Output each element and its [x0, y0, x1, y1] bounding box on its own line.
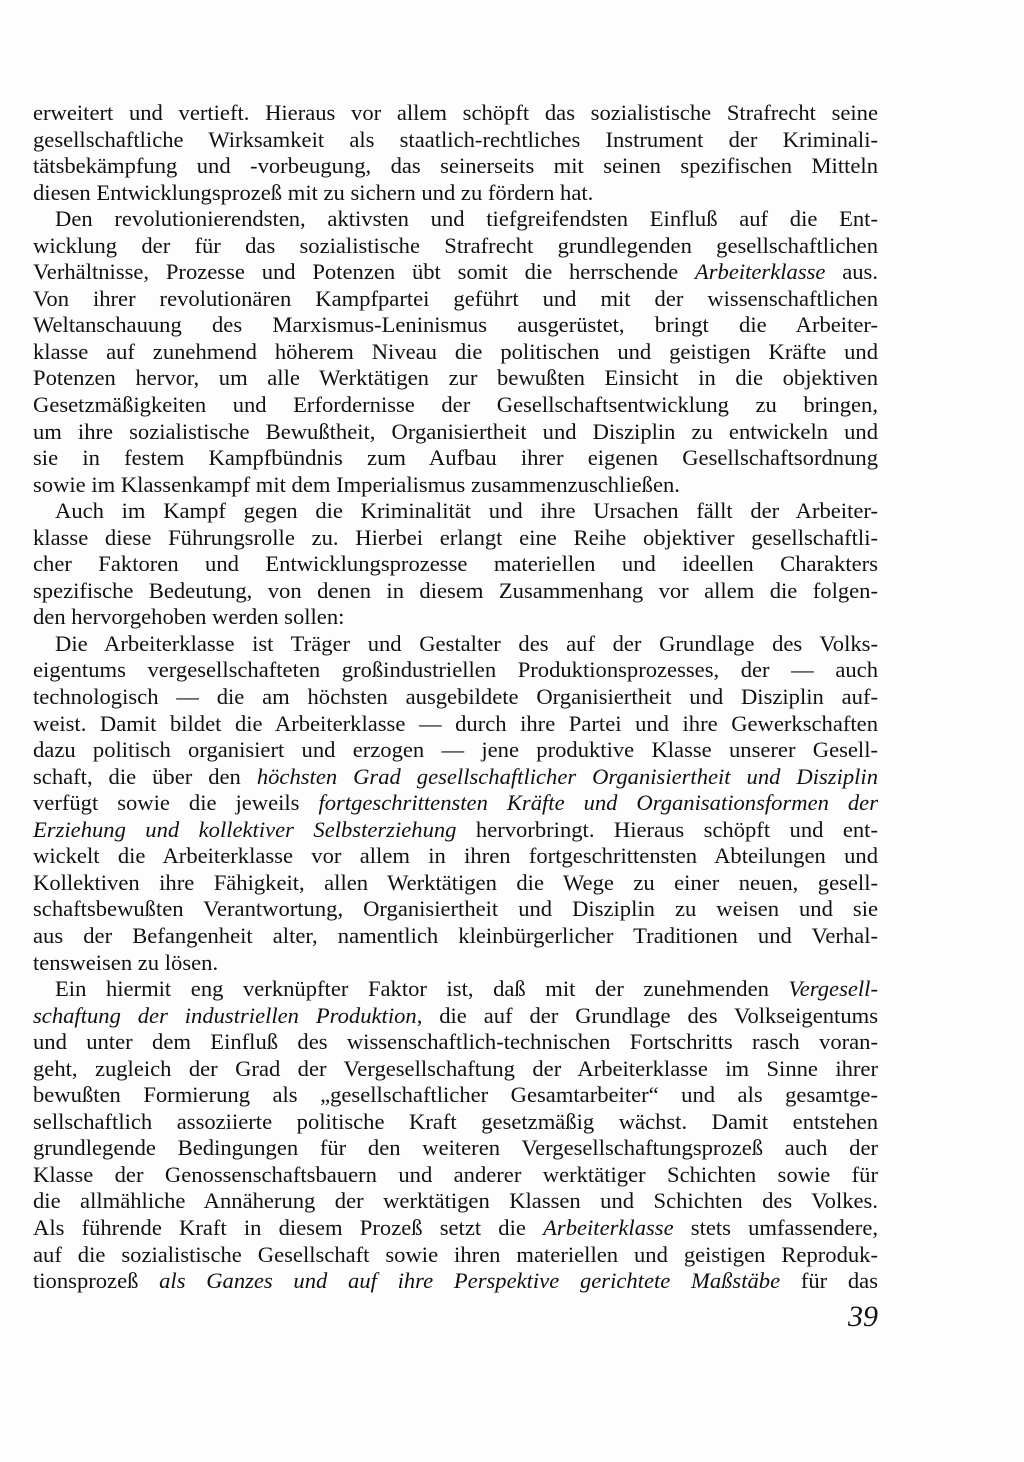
text-line: [33, 1056, 878, 1083]
text-segment: sie in festem Kampfbündnis zum Aufbau ihrer eigenen Gesellschaftsordnung: [33, 445, 878, 471]
text-segment: cher Faktoren und Entwicklungsprozesse materiellen und ideellen Charakters: [33, 551, 878, 577]
text-segment: gesellschaftliche Wirksamkeit als staatlich-rechtliches Instrument der Kriminali-: [33, 126, 878, 152]
text-segment: Klasse der Genossenschaftsbauern und anderer werktätiger Schichten sowie für: [33, 1161, 878, 1187]
text-segment: hervorbringt. Hieraus schöpft und ent-: [456, 816, 878, 842]
text-line: [33, 1135, 878, 1162]
italic-text: Arbeiterklasse: [543, 1214, 674, 1240]
text-segment: um ihre sozialistische Bewußtheit, Organisiertheit und Disziplin zu entwickeln und: [33, 418, 878, 444]
text-segment: geht, zugleich der Grad der Vergesellschaftung der Arbeiterklasse im Sinne ihrer: [33, 1055, 878, 1081]
text-segment: verfügt sowie die jeweils: [33, 790, 319, 816]
text-line: [33, 1268, 878, 1295]
text-segment: und unter dem Einfluß des wissenschaftlich-technischen Fortschritts rasch voran-: [33, 1029, 878, 1055]
text-line: [33, 1215, 878, 1242]
text-segment: schaftsbewußten Verantwortung, Organisiertheit und Disziplin zu weisen und sie: [33, 896, 878, 922]
text-line: [33, 259, 878, 286]
text-segment: auf die sozialistische Gesellschaft sowie ihren materiellen und geistigen Reproduk-: [33, 1241, 878, 1267]
text-segment: Als führende Kraft in diesem Prozeß setzt die: [33, 1214, 544, 1240]
text-segment: Kollektiven ihre Fähigkeit, allen Werktätigen die Wege zu einer neuen, gesell-: [33, 869, 878, 895]
text-line: [33, 525, 878, 552]
text-line: [33, 711, 878, 738]
text-line: [33, 1003, 878, 1030]
text-line: [33, 100, 878, 127]
text-segment: eigentums vergesellschafteten großindustriellen Produktionsprozesses, der — auch: [33, 657, 878, 683]
text-segment: technologisch — die am höchsten ausgebildete Organisiertheit und Disziplin auf-: [33, 684, 878, 710]
text-segment: , die auf der Grundlage des Volkseigentums: [416, 1002, 878, 1028]
text-line: [33, 180, 878, 207]
text-segment: Weltanschauung des Marxismus-Leninismus ausgerüstet, bringt die Arbeiter-: [33, 312, 878, 338]
text-segment: Gesetzmäßigkeiten und Erfordernisse der Gesellschaftsentwicklung zu bringen,: [33, 392, 878, 418]
text-line: [33, 551, 878, 578]
italic-text: Erziehung und kollektiver Selbsterziehung: [33, 816, 457, 842]
text-segment: dazu politisch organisiert und erzogen — jene produktive Klasse unserer Gesell-: [33, 737, 878, 763]
paragraph: [33, 498, 878, 631]
text-segment: den hervorgehoben werden sollen:: [33, 604, 345, 630]
text-segment: sellschaftlich assoziierte politische Kraft gesetzmäßig wächst. Damit entstehen: [33, 1108, 878, 1134]
text-segment: Den revolutionierendsten, aktivsten und tiefgreifendsten Einfluß auf die Ent-: [55, 206, 878, 232]
text-line: [33, 1109, 878, 1136]
text-line: [33, 923, 878, 950]
italic-text: fortgeschrittensten Kräfte und Organisationsformen der: [318, 790, 878, 816]
text-segment: stets umfassendere,: [673, 1214, 878, 1240]
text-line: [33, 286, 878, 313]
text-line: [33, 1162, 878, 1189]
italic-text: als Ganzes und auf ihre Perspektive gerichtete Maßstäbe: [159, 1268, 781, 1294]
text-line: [33, 127, 878, 154]
text-line: [33, 843, 878, 870]
italic-text: Vergesell-: [788, 976, 878, 1002]
text-segment: diesen Entwicklungsprozeß mit zu sichern und zu fördern hat.: [33, 179, 594, 205]
text-segment: erweitert und vertieft. Hieraus vor allem schöpft das sozialistische Strafrecht seine: [33, 100, 878, 125]
text-line: [33, 870, 878, 897]
text-segment: Potenzen hervor, um alle Werktätigen zur bewußten Einsicht in die objektiven: [33, 365, 878, 391]
text-segment: klasse diese Führungsrolle zu. Hierbei erlangt eine Reihe objektiver gesellschaftli-: [33, 524, 878, 550]
text-line: [33, 392, 878, 419]
text-segment: Verhältnisse, Prozesse und Potenzen übt somit die herrschende: [33, 259, 695, 285]
text-line: [33, 365, 878, 392]
italic-text: schaftung der industriellen Produktion: [33, 1002, 417, 1028]
text-segment: Von ihrer revolutionären Kampfpartei geführt und mit der wissenschaftlichen: [33, 285, 878, 311]
text-segment: weist. Damit bildet die Arbeiterklasse — durch ihre Partei und ihre Gewerkschaften: [33, 710, 878, 736]
text-line: [33, 790, 878, 817]
text-line: [33, 631, 878, 658]
text-line: [33, 472, 878, 499]
text-segment: Auch im Kampf gegen die Kriminalität und ihre Ursachen fällt der Arbeiter-: [55, 498, 878, 524]
text-line: [33, 233, 878, 260]
paragraph: [33, 631, 878, 976]
text-line: [33, 312, 878, 339]
text-segment: schaft, die über den: [33, 763, 257, 789]
text-line: [33, 1029, 878, 1056]
text-line: [33, 817, 878, 844]
text-line: [33, 684, 878, 711]
page-number: 39: [848, 1300, 878, 1333]
paragraph: [33, 206, 878, 498]
text-line: [33, 339, 878, 366]
body-text: [33, 100, 878, 1295]
text-line: [33, 657, 878, 684]
text-line: [33, 896, 878, 923]
text-line: [33, 604, 878, 631]
text-segment: aus der Befangenheit alter, namentlich kleinbürgerlicher Traditionen und Verhal-: [33, 922, 878, 948]
text-line: [33, 764, 878, 791]
text-line: [33, 419, 878, 446]
text-segment: spezifische Bedeutung, von denen in diesem Zusammenhang vor allem die folgen-: [33, 577, 878, 603]
text-segment: tätsbekämpfung und -vorbeugung, das seinerseits mit seinen spezifischen Mitteln: [33, 153, 878, 179]
text-line: [33, 1188, 878, 1215]
text-line: [33, 206, 878, 233]
text-segment: Ein hiermit eng verknüpfter Faktor ist, daß mit der zunehmenden: [55, 976, 789, 1002]
text-segment: bewußten Formierung als „gesellschaftlicher Gesamtarbeiter“ und als gesamtge-: [33, 1082, 878, 1108]
text-segment: für das: [780, 1268, 878, 1294]
text-segment: wickelt die Arbeiterklasse vor allem in ihren fortgeschrittensten Abteilungen und: [33, 843, 878, 869]
text-line: [33, 1082, 878, 1109]
text-segment: aus.: [825, 259, 878, 285]
text-line: [33, 976, 878, 1003]
text-line: [33, 445, 878, 472]
text-segment: tensweisen zu lösen.: [33, 949, 219, 975]
italic-text: höchsten Grad gesellschaftlicher Organisiertheit und Disziplin: [256, 763, 879, 789]
text-segment: die allmähliche Annäherung der werktätigen Klassen und Schichten des Volkes.: [33, 1188, 878, 1214]
text-line: [33, 153, 878, 180]
text-segment: Die Arbeiterklasse ist Träger und Gestalter des auf der Grundlage des Volks-: [55, 630, 878, 656]
text-segment: tionsprozeß: [33, 1268, 160, 1294]
text-line: [33, 498, 878, 525]
text-segment: klasse auf zunehmend höherem Niveau die politischen und geistigen Kräfte und: [33, 338, 878, 364]
italic-text: Arbeiterklasse: [694, 259, 826, 285]
text-line: [33, 1242, 878, 1269]
paragraph: [33, 100, 878, 206]
text-segment: grundlegende Bedingungen für den weiteren Vergesellschaftungsprozeß auch der: [33, 1135, 878, 1161]
text-line: [33, 950, 878, 977]
text-segment: wicklung der für das sozialistische Strafrecht grundlegenden gesellschaftlichen: [33, 232, 878, 258]
text-line: [33, 578, 878, 605]
text-segment: sowie im Klassenkampf mit dem Imperialismus zusammenzuschließen.: [33, 471, 680, 497]
text-line: [33, 737, 878, 764]
paragraph: [33, 976, 878, 1295]
